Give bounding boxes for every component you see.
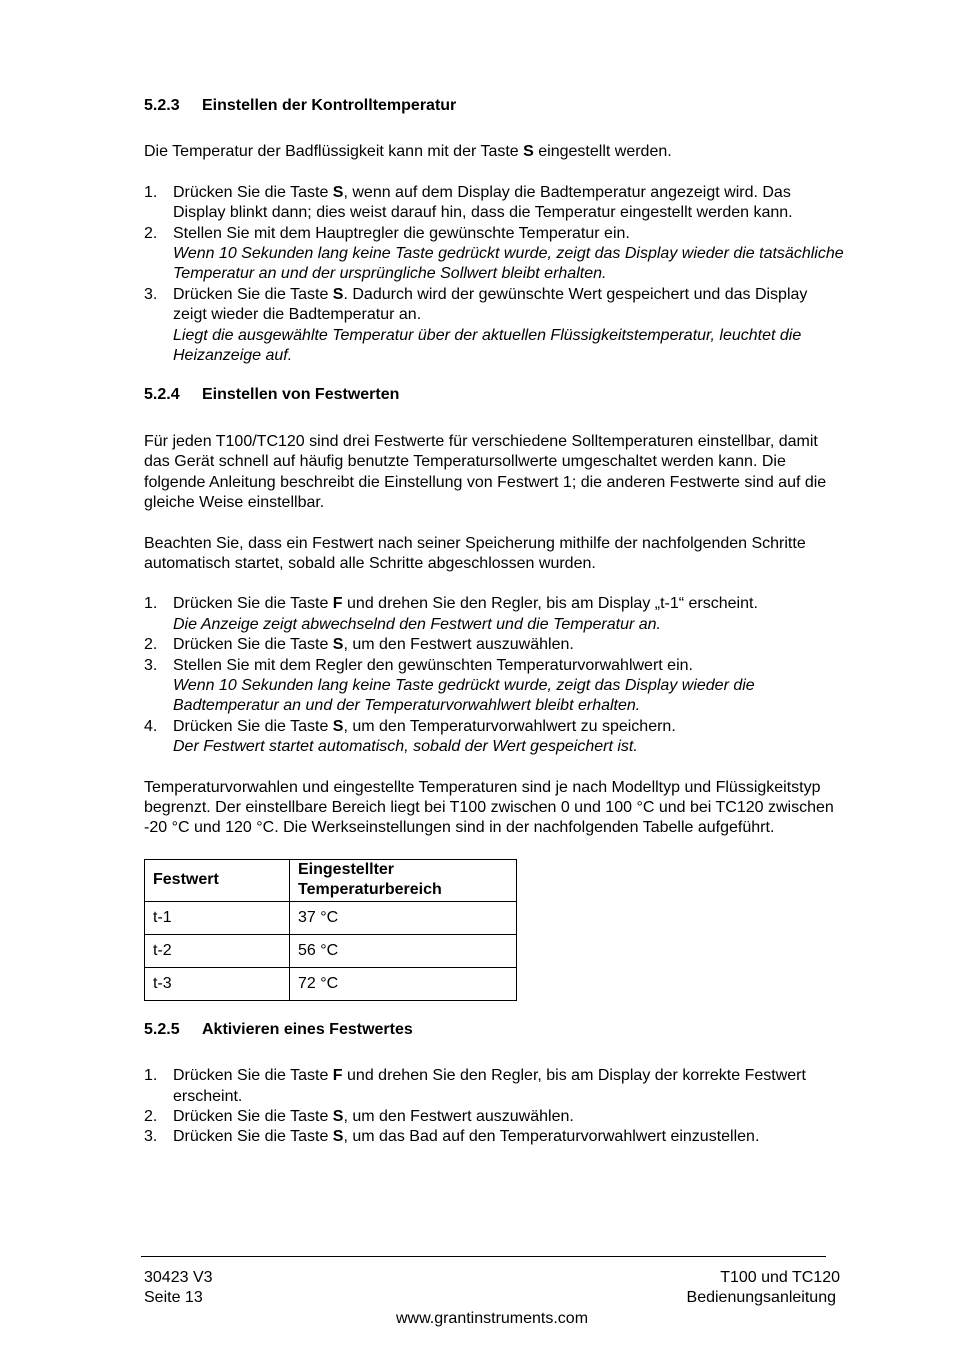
step-text: Drücken Sie die Taste bbox=[173, 1108, 333, 1125]
list-item bbox=[144, 1127, 844, 1147]
step-number: 4. bbox=[144, 717, 158, 735]
list-item bbox=[144, 1066, 844, 1107]
step-text: Drücken Sie die Taste bbox=[173, 1067, 333, 1085]
step-text: Drücken Sie die Taste bbox=[173, 1128, 333, 1146]
list-item bbox=[144, 717, 844, 758]
step-note: Der Festwert startet automatisch, sobald der Wert gespeichert ist. bbox=[173, 738, 638, 756]
step-text: Stellen Sie mit dem Regler den gewünschten Temperaturvorwahlwert ein. bbox=[173, 656, 693, 674]
key-label: S bbox=[332, 1128, 344, 1146]
page-content bbox=[144, 96, 844, 1148]
steps-list-5-2-5 bbox=[144, 1066, 844, 1148]
table-row bbox=[145, 967, 517, 1000]
key-label: S bbox=[332, 717, 344, 735]
key-label: S bbox=[332, 285, 344, 303]
footer-product: T100 und TC120 bbox=[720, 1269, 840, 1286]
table-row bbox=[145, 934, 517, 967]
key-label: F bbox=[332, 1067, 343, 1085]
step-text: , um den Temperaturvorwahlwert zu speichern. bbox=[343, 717, 676, 735]
step-number: 2. bbox=[144, 636, 158, 654]
list-item bbox=[144, 594, 844, 635]
step-text: Drücken Sie die Taste bbox=[173, 636, 333, 654]
table-cell: t-2 bbox=[145, 934, 290, 967]
footer-website: www.grantinstruments.com bbox=[395, 1310, 589, 1327]
table-header: Festwert bbox=[145, 859, 290, 901]
section-number: 5.2.3 bbox=[144, 97, 180, 114]
table-cell: 37 °C bbox=[290, 901, 517, 934]
table-cell: 56 °C bbox=[290, 934, 517, 967]
paragraph: Beachten Sie, dass ein Festwert nach seiner Speicherung mithilfe der nachfolgenden Schritte automatisch startet, sobald alle Schritte abgeschlossen wurden. bbox=[144, 534, 806, 572]
footer-page-number: Seite 13 bbox=[144, 1289, 203, 1306]
step-text: und drehen Sie den Regler, bis am Display der korrekte Festwert erscheint. bbox=[173, 1067, 806, 1105]
step-text: und drehen Sie den Regler, bis am Display „t-1“ erscheint. bbox=[342, 595, 758, 613]
step-number: 1. bbox=[144, 595, 158, 613]
key-label: F bbox=[332, 595, 343, 613]
step-text: , um den Festwert auszuwählen. bbox=[343, 1108, 574, 1125]
step-text: Drücken Sie die Taste bbox=[173, 285, 333, 303]
preset-table bbox=[144, 859, 517, 1001]
step-number: 2. bbox=[144, 1108, 158, 1125]
list-item bbox=[144, 1107, 844, 1127]
step-text: , um das Bad auf den Temperaturvorwahlwert einzustellen. bbox=[343, 1128, 760, 1146]
step-text: Drücken Sie die Taste bbox=[173, 595, 333, 613]
step-text: , um den Festwert auszuwählen. bbox=[343, 636, 574, 654]
key-label: S bbox=[332, 636, 344, 654]
table-cell: 72 °C bbox=[290, 967, 517, 1000]
intro-paragraph bbox=[144, 142, 844, 162]
list-item bbox=[144, 183, 844, 224]
step-text: . Dadurch wird der gewünschte Wert gespeichert und das Display zeigt wieder die Badtemperatur an. bbox=[173, 285, 808, 324]
text: eingestellt werden. bbox=[533, 143, 672, 161]
table-cell: t-3 bbox=[145, 967, 290, 1000]
step-text: Drücken Sie die Taste bbox=[173, 183, 333, 201]
section-number: 5.2.5 bbox=[144, 1020, 180, 1038]
table-header-row bbox=[145, 859, 517, 901]
step-note: Wenn 10 Sekunden lang keine Taste gedrückt wurde, zeigt das Display wieder die Badtemperatur an und der Temperaturvorwahlwert bleibt erhalten. bbox=[173, 676, 755, 715]
key-label: S bbox=[523, 143, 534, 161]
step-number: 3. bbox=[144, 656, 158, 674]
footer-doc-id: 30423 V3 bbox=[144, 1269, 213, 1286]
section-title: Einstellen der Kontrolltemperatur bbox=[202, 97, 457, 114]
list-item bbox=[144, 224, 844, 285]
step-text: Stellen Sie mit dem Hauptregler die gewünschte Temperatur ein. bbox=[173, 224, 630, 242]
step-number: 3. bbox=[144, 1128, 158, 1146]
table-cell: t-1 bbox=[145, 901, 290, 934]
section-heading-5-2-4 bbox=[144, 385, 844, 405]
footer-manual: Bedienungsanleitung bbox=[686, 1289, 836, 1306]
text: Die Temperatur der Badflüssigkeit kann mit der Taste bbox=[144, 143, 524, 161]
section-heading-5-2-3 bbox=[144, 96, 844, 116]
section-title: Einstellen von Festwerten bbox=[202, 386, 400, 404]
section-title: Aktivieren eines Festwertes bbox=[202, 1020, 413, 1038]
step-note: Die Anzeige zeigt abwechselnd den Festwert und die Temperatur an. bbox=[173, 615, 661, 633]
step-text: Drücken Sie die Taste bbox=[173, 717, 333, 735]
paragraph: Für jeden T100/TC120 sind drei Festwerte für verschiedene Solltemperaturen einstellbar, damit das Gerät schnell auf häufig benutzte Temperatursollwerte umgeschaltet werden kann. Die folgende Anleitung beschreibt die Einstellung von Festwert 1; die anderen Festwerte sind auf die gleiche Weise einstellbar. bbox=[144, 432, 827, 512]
key-label: S bbox=[332, 183, 344, 201]
steps-list-5-2-3 bbox=[144, 183, 844, 367]
table-row bbox=[145, 901, 517, 934]
steps-list-5-2-4 bbox=[144, 594, 844, 757]
list-item bbox=[144, 656, 844, 717]
step-note: Liegt die ausgewählte Temperatur über der aktuellen Flüssigkeitstemperatur, leuchtet die Heizanzeige auf. bbox=[173, 326, 802, 365]
step-number: 1. bbox=[144, 1067, 158, 1085]
section-heading-5-2-5 bbox=[144, 1020, 844, 1040]
list-item bbox=[144, 635, 844, 655]
table-header: Eingestellter Temperaturbereich bbox=[290, 859, 517, 901]
section-number: 5.2.4 bbox=[144, 386, 180, 404]
step-number: 2. bbox=[144, 224, 158, 242]
footer-divider bbox=[141, 1256, 826, 1257]
paragraph: Temperaturvorwahlen und eingestellte Temperaturen sind je nach Modelltyp und Flüssigkeitstyp begrenzt. Der einstellbare Bereich liegt bei T100 zwischen 0 und 100 °C und bei TC120 zwischen -20 °C und 120 °C. Die Werkseinstellungen sind in der nachfolgenden Tabelle aufgeführt. bbox=[144, 778, 834, 837]
key-label: S bbox=[332, 1108, 344, 1125]
step-number: 1. bbox=[144, 183, 158, 201]
step-note: Wenn 10 Sekunden lang keine Taste gedrückt wurde, zeigt das Display wieder die tatsächliche Temperatur an und der ursprüngliche Sollwert bleibt erhalten. bbox=[173, 245, 844, 283]
list-item bbox=[144, 285, 844, 367]
step-text: , wenn auf dem Display die Badtemperatur angezeigt wird. Das Display blinkt dann; dies weist darauf hin, dass die Temperatur eingestellt werden kann. bbox=[173, 183, 793, 222]
step-number: 3. bbox=[144, 285, 158, 303]
